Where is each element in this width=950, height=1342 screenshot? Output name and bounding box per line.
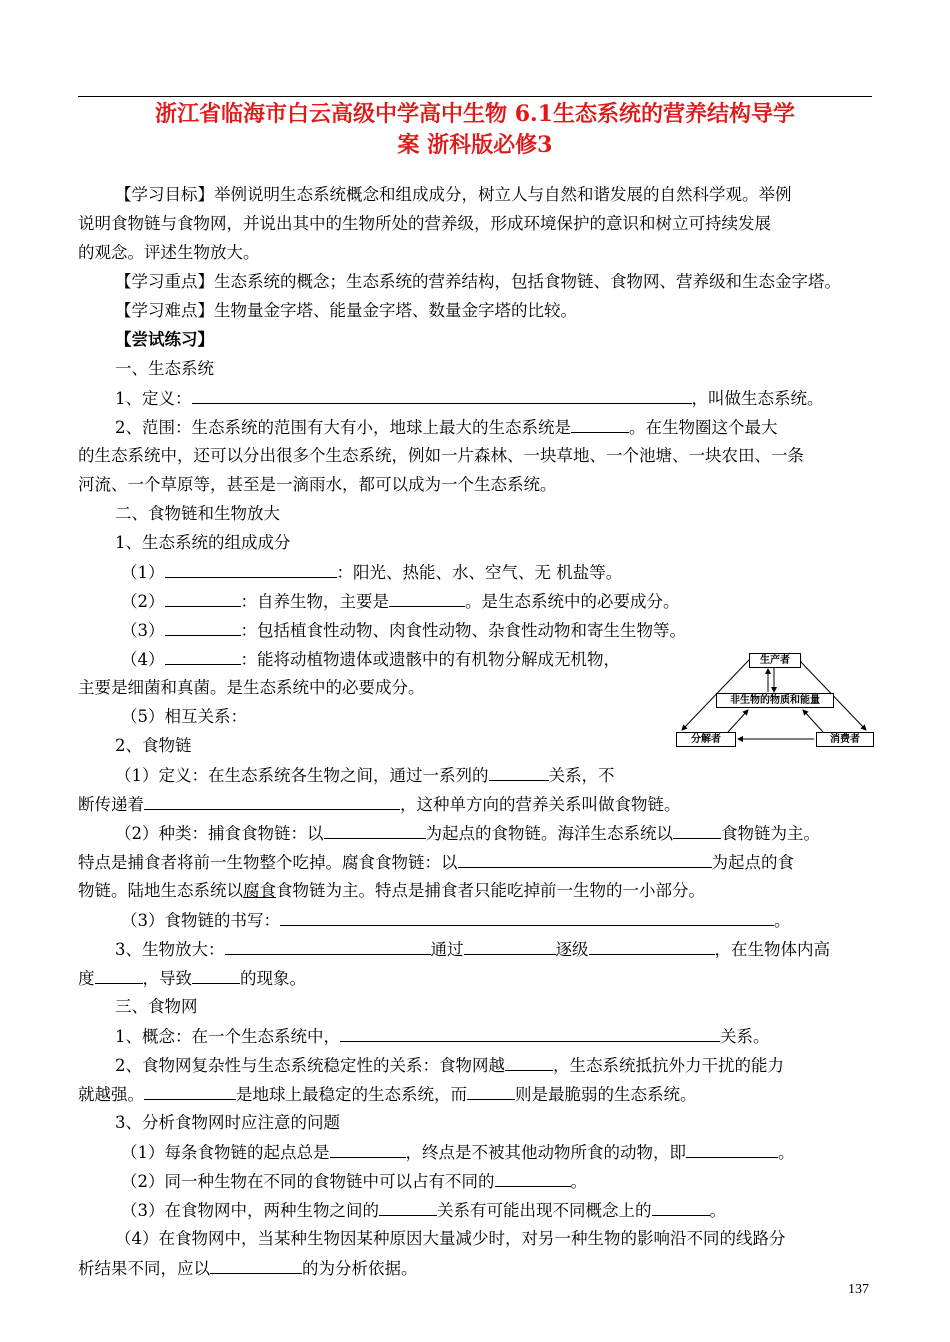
text: 1、概念：在一个生态系统中， (115, 1027, 340, 1046)
text: （2）同一种生物在不同的食物链中可以占有不同的 (121, 1172, 495, 1191)
blank[interactable] (495, 1171, 571, 1187)
web-note-3 (121, 1200, 726, 1221)
component-1 (121, 562, 622, 583)
web-note-4-cont (78, 1258, 418, 1279)
chain-def-2 (78, 794, 681, 815)
web-note-4: （4）在食物网中，当某种生物因某种原因大量减少时，对另一种生物的影响沿不同的线路分 (115, 1229, 786, 1248)
blank[interactable] (165, 649, 241, 665)
definition-line (115, 388, 824, 409)
blank[interactable] (458, 852, 712, 868)
text: ：包括植食性动物、肉食性动物、杂食性动物和寄生生物等。 (240, 621, 686, 640)
text: 物链。陆地生态系统以 (78, 881, 243, 900)
blank[interactable] (144, 794, 400, 810)
web-note-1 (121, 1142, 795, 1163)
text: 是地球上最稳定的生态系统，而 (236, 1085, 467, 1104)
component-4-cont: 主要是细菌和真菌。是生态系统中的必要成分。 (78, 678, 425, 697)
title-line-1: 浙江省临海市白云高级中学高中生物 6.1生态系统的营养结构导学 (155, 101, 795, 127)
blank[interactable] (192, 968, 240, 984)
text: ，叫做生态系统。 (691, 389, 824, 408)
blank[interactable] (673, 823, 721, 839)
blank[interactable] (324, 823, 426, 839)
text: 通过 (430, 940, 464, 959)
text: ，终点是不被其他动物所食的动物，即 (405, 1143, 686, 1162)
magnification-2 (78, 968, 306, 989)
text: 度 (78, 969, 95, 988)
blank[interactable] (505, 1055, 553, 1071)
blank[interactable] (165, 591, 241, 607)
text: 关系。 (720, 1027, 770, 1046)
text: 食物链为主。 (721, 824, 820, 843)
text: 。是生态系统中的必要成分。 (465, 592, 680, 611)
text: 2、食物网复杂性与生态系统稳定性的关系：食物网越 (115, 1056, 505, 1075)
blank[interactable] (571, 417, 629, 433)
section-3-heading: 三、食物网 (115, 997, 198, 1016)
blank[interactable] (464, 939, 556, 955)
web-note-2 (121, 1171, 587, 1192)
text: 。 (778, 1143, 795, 1162)
web-stability-1 (115, 1055, 784, 1076)
consumer-box: 消费者 (816, 732, 874, 747)
section-2-heading: 二、食物链和生物放大 (115, 504, 280, 523)
web-stability-2 (78, 1084, 697, 1105)
ecosystem-diagram (670, 648, 878, 754)
text: （3） (121, 621, 165, 640)
goals-line-1: 【学习目标】举例说明生态系统概念和组成成分，树立人与自然和谐发展的自然科学观。举例 (115, 185, 792, 204)
text: 析结果不同，应以 (78, 1259, 210, 1278)
text: （1）每条食物链的起点总是 (121, 1143, 330, 1162)
text: ，生态系统抵抗外力干扰的能力 (553, 1056, 784, 1075)
component-4 (121, 649, 620, 670)
text: （3）在食物网中，两种生物之间的 (121, 1201, 379, 1220)
text: 。在生物圈这个最大 (629, 418, 778, 437)
text: 断传递着 (78, 795, 144, 814)
goals-line-2: 说明食物链与食物网，并说出其中的生物所处的营养级，形成环境保护的意识和树立可持续发展 (78, 214, 771, 233)
range-line-3: 河流、一个草原等，甚至是一滴雨水，都可以成为一个生态系统。 (78, 475, 557, 494)
component-3 (121, 620, 686, 641)
blank[interactable] (95, 968, 143, 984)
text: 。 (774, 911, 791, 930)
document-title (78, 99, 872, 161)
chain-def-1 (115, 765, 615, 786)
blank[interactable] (192, 388, 692, 404)
blank[interactable] (280, 910, 774, 926)
blank[interactable] (144, 1084, 236, 1100)
text: 关系，不 (548, 766, 615, 785)
blank[interactable] (389, 591, 465, 607)
practice-heading: 【尝试练习】 (115, 330, 214, 349)
component-2 (121, 591, 680, 612)
text: 就越强。 (78, 1085, 144, 1104)
blank[interactable] (467, 1084, 515, 1100)
component-5: （5）相互关系： (121, 707, 247, 726)
text: 为起点的食 (711, 853, 794, 872)
text: 3、生物放大： (115, 940, 225, 959)
chain-kinds-2 (78, 852, 794, 873)
blank[interactable] (210, 1258, 302, 1274)
blank[interactable] (225, 939, 431, 955)
text: 的为分析依据。 (302, 1259, 418, 1278)
blank[interactable] (340, 1026, 720, 1042)
range-line-2: 的生态系统中，还可以分出很多个生态系统，例如一片森林、一块草地、一个池塘、一块农田、一条 (78, 446, 804, 465)
text: 的现象。 (240, 969, 306, 988)
blank[interactable] (330, 1142, 406, 1158)
difficult-points: 【学习难点】生物量金字塔、能量金字塔、数量金字塔的比较。 (115, 301, 577, 320)
chain-kinds-3 (78, 881, 705, 901)
text: （4） (121, 650, 165, 669)
section-1-heading: 一、生态系统 (115, 359, 214, 378)
goals-line-3: 的观念。评述生物放大。 (78, 243, 260, 262)
food-chain-heading: 2、食物链 (115, 736, 192, 755)
web-notes-heading: 3、分析食物网时应注意的问题 (115, 1113, 340, 1132)
title-line-2: 案 浙科版必修3 (397, 132, 553, 158)
text: 为起点的食物链。海洋生态系统以 (425, 824, 673, 843)
text: （1）定义：在生态系统各生物之间，通过一系列的 (115, 766, 489, 785)
blank[interactable] (379, 1200, 437, 1216)
decomposer-box: 分解者 (676, 732, 736, 747)
page-number: 137 (848, 1282, 869, 1297)
text: 1、定义： (115, 389, 192, 408)
top-rule (78, 96, 872, 97)
text: 则是最脆弱的生态系统。 (515, 1085, 697, 1104)
chain-writing (121, 910, 791, 931)
text: 2、范围：生态系统的范围有大有小，地球上最大的生态系统是 (115, 418, 571, 437)
components-heading: 1、生态系统的组成成分 (115, 533, 291, 552)
chain-kinds-1 (115, 823, 820, 844)
text: 。 (570, 1172, 587, 1191)
text: ，这种单方向的营养关系叫做食物链。 (400, 795, 681, 814)
text: （1） (121, 563, 165, 582)
text: 关系有可能出现不同概念上的 (437, 1201, 652, 1220)
blank[interactable] (589, 939, 715, 955)
text: 。 (709, 1201, 726, 1220)
text: ：自养生物，主要是 (240, 592, 389, 611)
text: 逐级 (555, 940, 589, 959)
text: （2） (121, 592, 165, 611)
producer-box: 生产者 (749, 653, 801, 668)
key-points: 【学习重点】生态系统的概念；生态系统的营养结构，包括食物链、食物网、营养级和生态金字塔。 (115, 272, 841, 291)
blank[interactable] (165, 562, 337, 578)
blank[interactable] (652, 1200, 710, 1216)
text: ，导致 (142, 969, 192, 988)
text: （2）种类：捕食食物链：以 (115, 824, 324, 843)
range-line-1 (115, 417, 778, 438)
text: ：阳光、热能、水、空气、无 机盐等。 (336, 563, 623, 582)
blank[interactable] (165, 620, 241, 636)
web-concept (115, 1026, 770, 1047)
nonliving-box: 非生物的物质和能量 (716, 693, 834, 708)
magnification-1 (115, 939, 830, 960)
blank[interactable] (686, 1142, 778, 1158)
text: 特点是捕食者将前一生物整个吃掉。腐食食物链：以 (78, 853, 458, 872)
text: ，在生物体内高 (714, 940, 830, 959)
text: 食物链为主。特点是捕食者只能吃掉前一生物的一小部分。 (276, 881, 705, 900)
underlined-word: 腐食 (243, 881, 276, 900)
text: ：能将动植物遗体或遗骸中的有机物分解成无机物， (240, 650, 620, 669)
text: （3）食物链的书写： (121, 911, 280, 930)
blank[interactable] (489, 765, 549, 781)
